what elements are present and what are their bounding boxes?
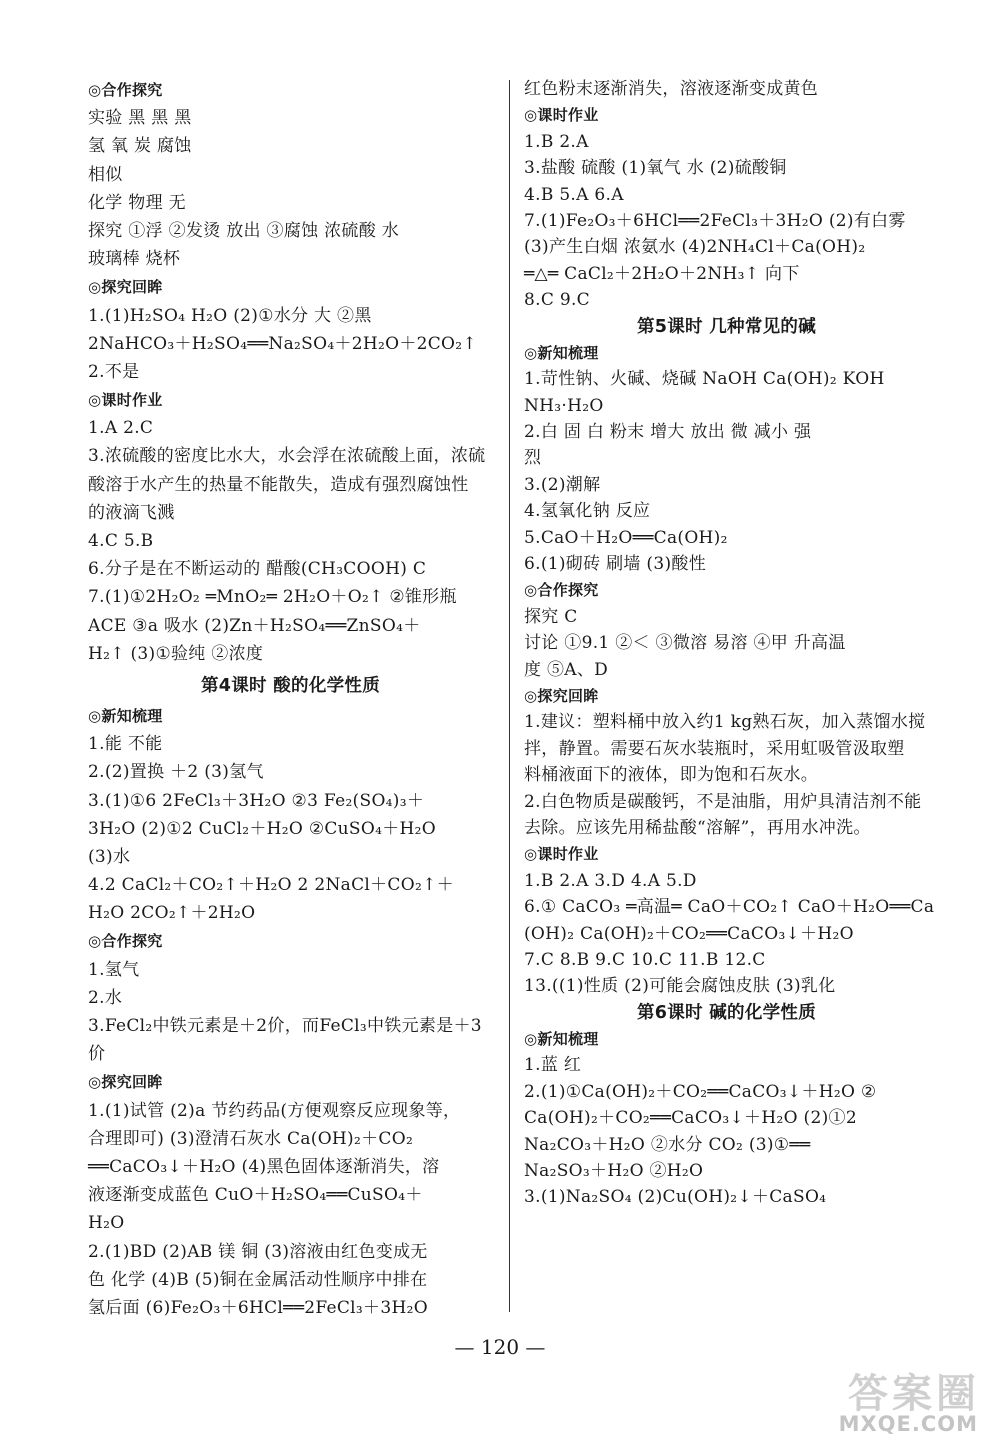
- watermark-site: MXQE.COM: [838, 1412, 978, 1436]
- answer-line: Ca(OH)₂＋CO₂══CaCO₃↓＋H₂O (2)①2: [524, 1108, 857, 1129]
- watermark-logo: [838, 1362, 982, 1444]
- answer-line: 氢后面 (6)Fe₂O₃＋6HCl══2FeCl₃＋3H₂O: [88, 1297, 428, 1318]
- answer-line: 色 化学 (4)B (5)铜在金属活动性顺序中排在: [88, 1269, 428, 1290]
- answer-line: 2NaHCO₃＋H₂SO₄══Na₂SO₄＋2H₂O＋2CO₂↑: [88, 333, 477, 354]
- section-heading: ◎探究回眸: [88, 1073, 163, 1092]
- lesson-title: 第5课时 几种常见的碱: [636, 316, 817, 337]
- answer-line: Na₂SO₃＋H₂O ②H₂O: [524, 1161, 704, 1182]
- answer-line: 3.(1)Na₂SO₄ (2)Cu(OH)₂↓＋CaSO₄: [524, 1187, 827, 1208]
- answer-line: 2.不是: [88, 361, 140, 382]
- answer-line: 1.A 2.C: [88, 418, 154, 439]
- answer-line: 6.(1)砌砖 刷墙 (3)酸性: [524, 554, 706, 575]
- answer-line: H₂O 2CO₂↑＋2H₂O: [88, 903, 256, 924]
- answer-line: 13.((1)性质 (2)可能会腐蚀皮肤 (3)乳化: [524, 976, 836, 997]
- answer-line: 度 ⑤A、D: [524, 659, 609, 680]
- answer-line: ACE ③a 吸水 (2)Zn＋H₂SO₄══ZnSO₄＋: [88, 615, 421, 636]
- section-heading: ◎新知梳理: [524, 1030, 599, 1049]
- watermark-text: 答案圈: [848, 1371, 980, 1417]
- answer-line: 玻璃棒 烧杯: [88, 249, 181, 270]
- answer-line: 料桶液面下的液体，即为饱和石灰水。: [524, 765, 819, 786]
- answer-line: 1.B 2.A 3.D 4.A 5.D: [524, 870, 697, 891]
- answer-line: 7.(1)①2H₂O₂ ═MnO₂═ 2H₂O＋O₂↑ ②锥形瓶: [88, 587, 457, 608]
- page-number: — 120 —: [454, 1335, 546, 1359]
- answer-line: 拌，静置。需要石灰水装瓶时，采用虹吸管汲取塑: [524, 738, 905, 759]
- answer-line: 1.苛性钠、火碱、烧碱 NaOH Ca(OH)₂ KOH: [524, 369, 885, 390]
- left-column: [88, 76, 493, 1322]
- right-column: [524, 76, 935, 1211]
- section-heading: ◎课时作业: [88, 391, 163, 410]
- answer-line: 4.2 CaCl₂＋CO₂↑＋H₂O 2 2NaCl＋CO₂↑＋: [88, 875, 454, 896]
- answer-line: 化学 物理 无: [88, 192, 186, 213]
- section-heading: ◎合作探究: [88, 932, 163, 951]
- lesson-title: 第6课时 碱的化学性质: [636, 1002, 817, 1023]
- answer-line: 3.FeCl₂中铁元素是＋2价，而FeCl₃中铁元素是＋3: [88, 1016, 482, 1036]
- answer-line: 2.(2)置换 ＋2 (3)氢气: [88, 762, 264, 783]
- section-heading: ◎合作探究: [524, 581, 599, 600]
- answer-line: 4.C 5.B: [88, 531, 154, 551]
- answer-line: 8.C 9.C: [524, 290, 590, 311]
- answer-line: 7.(1)Fe₂O₃＋6HCl══2FeCl₃＋3H₂O (2)有白雾: [524, 210, 906, 231]
- answer-line: 5.CaO＋H₂O══Ca(OH)₂: [524, 527, 728, 548]
- answer-line: 液逐渐变成蓝色 CuO＋H₂SO₄══CuSO₄＋: [88, 1185, 423, 1206]
- answer-line: 7.C 8.B 9.C 10.C 11.B 12.C: [524, 949, 766, 970]
- answer-line: 2.(1)①Ca(OH)₂＋CO₂══CaCO₃↓＋H₂O ②: [524, 1081, 877, 1102]
- answer-line: 3.(2)潮解: [524, 474, 601, 495]
- answer-line: 2.(1)BD (2)AB 镁 铜 (3)溶液由红色变成无: [88, 1241, 428, 1262]
- answer-line: 烈: [524, 448, 542, 469]
- section-heading: ◎探究回眸: [88, 278, 163, 297]
- answer-line: 合理即可) (3)澄清石灰水 Ca(OH)₂＋CO₂: [88, 1128, 414, 1149]
- answer-line: 3.(1)①6 2FeCl₃＋3H₂O ②3 Fe₂(SO₄)₃＋: [88, 790, 425, 811]
- section-heading: ◎课时作业: [524, 845, 599, 864]
- lesson-title: 第4课时 酸的化学性质: [200, 675, 381, 696]
- answer-line: Na₂CO₃＋H₂O ②水分 CO₂ (3)①══: [524, 1134, 811, 1155]
- answer-line: 2.白 固 白 粉末 增大 放出 微 减小 强: [524, 422, 812, 443]
- section-heading: ◎课时作业: [524, 106, 599, 125]
- answer-line: 1.(1)试管 (2)a 节约药品(方便观察反应现象等，: [88, 1100, 461, 1121]
- answer-line: H₂O: [88, 1213, 125, 1234]
- answer-line: 相似: [88, 164, 123, 185]
- answer-line: 3.浓硫酸的密度比水大，水会浮在浓硫酸上面，浓硫: [88, 446, 486, 467]
- answer-line: (3)水: [88, 846, 131, 867]
- answer-line: ══CaCO₃↓＋H₂O (4)黑色固体逐渐消失，溶: [88, 1156, 440, 1177]
- answer-line: 4.B 5.A 6.A: [524, 184, 624, 205]
- answer-line: 3.盐酸 硫酸 (1)氧气 水 (2)硫酸铜: [524, 158, 787, 179]
- answer-line: 价: [88, 1044, 106, 1065]
- answer-line: 酸溶于水产生的热量不能散失，造成有强烈腐蚀性: [88, 474, 469, 495]
- answer-line: 1.B 2.A: [524, 131, 589, 152]
- answer-line: ═△═ CaCl₂＋2H₂O＋2NH₃↑ 向下: [524, 263, 800, 284]
- answer-line: 1.建议：塑料桶中放入约1 kg熟石灰，加入蒸馏水搅: [524, 712, 926, 733]
- answer-line: 探究 C: [524, 606, 578, 627]
- answer-line: 去除。应该先用稀盐酸“溶解”，再用水冲洗。: [524, 817, 871, 838]
- answer-line: 6.① CaCO₃ ═高温═ CaO＋CO₂↑ CaO＋H₂O══Ca: [524, 897, 935, 918]
- column-divider: [509, 80, 510, 1312]
- answer-line: 3H₂O (2)①2 CuCl₂＋H₂O ②CuSO₄＋H₂O: [88, 818, 437, 839]
- answer-line: 1.蓝 红: [524, 1055, 582, 1076]
- answer-line: 1.氢气: [88, 959, 140, 980]
- answer-line: 2.水: [88, 987, 123, 1008]
- section-heading: ◎探究回眸: [524, 686, 599, 705]
- answer-line: 2.白色物质是碳酸钙，不是油脂，用炉具清洁剂不能: [524, 791, 922, 812]
- answer-line: 实验 黑 黑 黑: [88, 108, 192, 129]
- answer-line: NH₃·H₂O: [524, 395, 604, 416]
- answer-line: H₂↑ (3)①验纯 ②浓度: [88, 643, 264, 664]
- answer-line: (3)产生白烟 浓氨水 (4)2NH₄Cl＋Ca(OH)₂: [524, 237, 866, 258]
- section-heading: ◎合作探究: [88, 81, 163, 99]
- section-heading: ◎新知梳理: [524, 343, 599, 362]
- answer-line: 1.(1)H₂SO₄ H₂O (2)①水分 大 ②黑: [88, 305, 372, 326]
- answer-line: 讨论 ①9.1 ②＜ ③微溶 易溶 ④甲 升高温: [524, 633, 846, 654]
- answer-line: 6.分子是在不断运动的 醋酸(CH₃COOH) C: [88, 559, 427, 580]
- section-heading: ◎新知梳理: [88, 706, 163, 725]
- answer-line: 4.氢氧化钠 反应: [524, 501, 651, 522]
- answer-line: (OH)₂ Ca(OH)₂＋CO₂══CaCO₃↓＋H₂O: [524, 923, 854, 944]
- answer-line: 探究 ①浮 ②发烫 放出 ③腐蚀 浓硫酸 水: [88, 220, 400, 241]
- answer-line: 1.能 不能: [88, 734, 163, 755]
- answer-line: 的液滴飞溅: [88, 502, 175, 523]
- answer-line: 氢 氧 炭 腐蚀: [88, 136, 192, 157]
- answer-line: 红色粉末逐渐消失，溶液逐渐变成黄色: [524, 79, 819, 99]
